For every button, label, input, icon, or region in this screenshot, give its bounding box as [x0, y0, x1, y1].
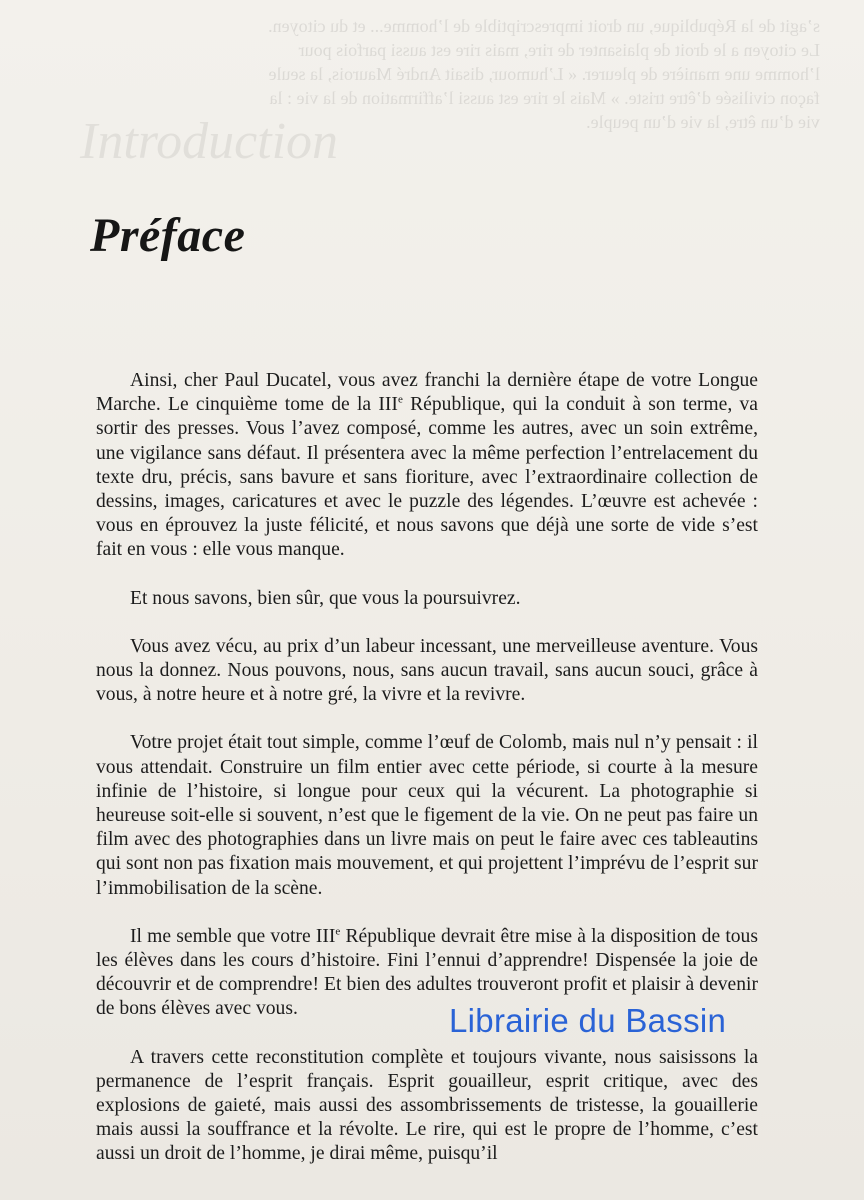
paragraph-4: Votre projet était tout simple, comme l’œuf de Colomb, mais nul n’y pensait : il vous attendait. Construire un film entier avec cette période, si courte à la mesure infinie de l’histoire, si longue pour ceux qui la vécurent. La photographie si heureuse soit-elle si souvent, n’est que le figement de la vie. On ne peut pas faire un film avec des photographies dans un livre mais on peut le faire avec ces tableautins qui sont non pas fixation mais mouvement, et qui projettent l’imprévu de l’esprit sur l’immobilisation de la scène. — [96, 732, 758, 899]
page-title: Préface — [90, 209, 246, 262]
paragraph-2: Et nous savons, bien sûr, que vous la poursuivrez. — [130, 587, 521, 609]
show-through-text: s’agit de la République, un droit imprescriptible de l’homme... et du citoyen. Le citoyen a le droit de plaisanter de rire, mais rire est aussi parfois pour l’homme une manière de pleurer. « L’humour, disait André Maurois, la seule façon civilisée d’être triste. » Mais le rire est aussi l’affirmation de la vie : la vie d’un être, la vie d’un peuple. — [268, 16, 820, 132]
paragraph-5: Il me semble que votre IIIe République devrait être mise à la disposition de tous les élèves dans les cours d’histoire. Fini l’ennui d’apprendre! Dispensée la joie de découvrir et de comprendre! Et bien des adultes trouveront profit et plaisir à devenir de bons élèves avec vous. — [96, 925, 758, 1020]
show-through-title: Introduction — [80, 113, 339, 170]
paragraph-3: Vous avez vécu, au prix d’un labeur incessant, une merveilleuse aventure. Vous nous la donnez. Nous pouvons, nous, sans aucun travail, sans aucun souci, grâce à vous, à notre heure et à notre gré, la vivre et la revivre. — [96, 635, 758, 706]
paragraph-6: A travers cette reconstitution complète et toujours vivante, nous saisissons la permanence de l’esprit français. Esprit gouailleur, esprit critique, avec des explosions de gaieté, mais aussi des assombrissements de tristesse, la gouaillerie mais aussi la souffrance et la révolte. Le rire, qui est le propre de l’homme, c’est aussi un droit de l’homme, je dirai même, puisqu’il — [96, 1046, 758, 1165]
paragraph-1: Ainsi, cher Paul Ducatel, vous avez franchi la dernière étape de votre Longue Marche. Le cinquième tome de la IIIe République, qui la conduit à son terme, va sortir des presses. Vous l’avez composé, comme les autres, avec un soin extrême, une vigilance sans défaut. Il présentera avec la même perfection l’entrelacement du texte dru, précis, sans bavure et sans fioriture, avec l’extraordinaire collection de dessins, images, caricatures et avec le puzzle des légendes. L’œuvre est achevée : vous en éprouvez la juste félicité, et nous savons que déjà une sorte de vide s’est fait en vous : elle vous manque. — [96, 370, 758, 561]
preface-body — [96, 369, 758, 1167]
watermark-text: Librairie du Bassin — [449, 1002, 727, 1039]
